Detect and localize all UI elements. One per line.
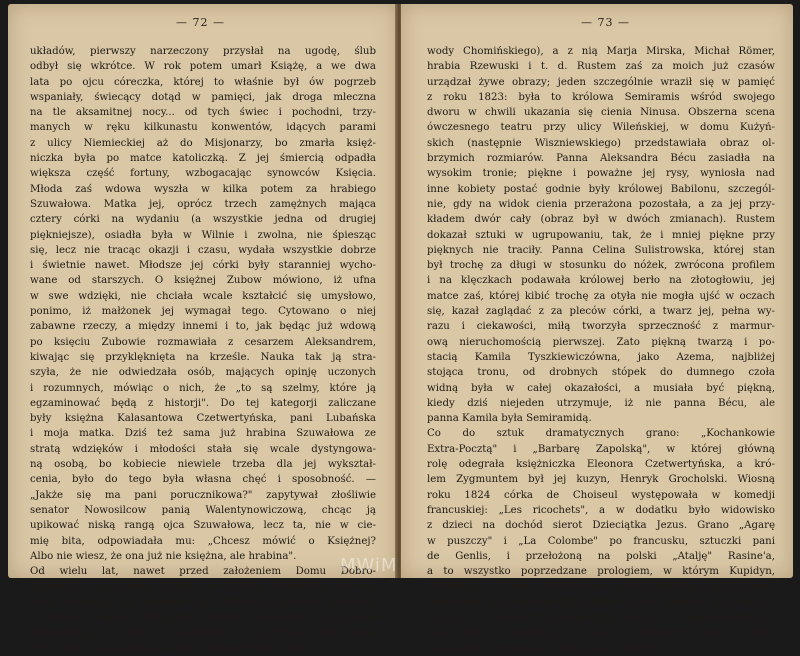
- text-line: dramatami, a nawet i tragedjami, i pierwsza żona pana: [30, 627, 376, 639]
- text-line: niczka była po matce katoliczką. Z jej śmiercią odpadła: [30, 153, 376, 165]
- text-line: chód ubogich. Za bytności pp. Franków dawano koncerty,: [30, 596, 376, 608]
- text-line: ówczesnego teatru przy ulicy Wileńskiej, w domu Kużyń-: [427, 122, 775, 134]
- text-line: a nawet i opery. Pan Jan Chodźko, prezydent, dyrygował: [30, 611, 376, 623]
- text-line: dworu w chwili ukazania się cienia Ninusa. Obszerna scena: [427, 107, 775, 119]
- text-line: i moja matka. Dziś też sama już hrabina Szuwałowa ze: [30, 428, 376, 440]
- text-line: skich (następnie Wiszniewskiego) przedstawiała obraz ol-: [427, 137, 775, 149]
- text-line: razu i ciekawości, miłą tworzyła sprzeczność z marmur-: [427, 321, 775, 333]
- text-line: Co do sztuk dramatycznych grano: „Kochankowie: [427, 428, 775, 440]
- text-line: szyła, że nie odwiedzała osób, mających opinję uczonych: [30, 367, 376, 379]
- left-page: [8, 4, 397, 654]
- text-line: wane od starszych. O księżnej Zubow mówiono, iż ufna: [30, 275, 376, 287]
- text-line: w swe wdzięki, nie chciała wcale kształcić się umysłowo,: [30, 290, 376, 302]
- text-line: ową nieruchomością pierwszej. Zato piękną twarzą i po-: [427, 336, 775, 348]
- text-line: był trochę za długi w stosunku do nóżek, zwrócona profilem: [427, 260, 775, 272]
- text-line: hrabia Rzewuski i t. d. Rustem zaś za moich już czasów: [427, 61, 775, 73]
- text-line: cztery córki na wydaniu (a wszystkie jedna od drugiej: [30, 214, 376, 226]
- text-line: kładem dwór cały (obraz był w dwóch zmianach). Rustem: [427, 214, 775, 226]
- text-line: de Choiseul występowała w roli Fedry (przekład woje-: [30, 642, 309, 654]
- text-line: ludzi, Józef Łopaciński, ale on, wychowaniec dawnej szkoły: [427, 627, 775, 639]
- text-line: i świetnie nawet. Młodsze jej córki były staranniej wycho-: [30, 260, 376, 272]
- text-line: inne kobiety postać godnie były królowej Babilonu, szczegól-: [427, 183, 775, 195]
- text-line: cenia, było do tego była własna chęć i sposobność. —: [30, 474, 376, 486]
- text-line: pięknych nie traciły. Panna Celina Sulistrowska, której stan: [427, 244, 775, 256]
- text-line: kiedy dziś niejeden utrzymuje, iż nie panna Bécu, ale: [427, 397, 775, 409]
- text-line: stacią Kamila Tyszkiewiczówna, jako Azema, najbliżej: [427, 351, 775, 363]
- text-line: widną była w całej okazałości, a musiała być piękną,: [427, 382, 775, 394]
- text-line: się, kazał zaglądać z za pleców córki, a twarz jej, pełna wy-: [427, 306, 775, 318]
- text-line: Od wielu lat, nawet przed założeniem Domu Dobro-: [30, 566, 376, 578]
- watermark: MWiM: [340, 555, 398, 576]
- text-line: mię bita, odpowiadała mu: „Chcesz mówić o Księżnej?: [30, 535, 376, 547]
- page-number-left: — 72 —: [176, 16, 225, 29]
- text-line: dokazał sztuki w ugrupowaniu, tak, że i mniej piękne przy: [427, 229, 775, 241]
- text-line: „Jakże się ma pani porucznikowa?" zapytywał złośliwie: [30, 489, 376, 501]
- text-line: klasycznej, nie pojmował poezji bez mitologji.: [427, 642, 663, 654]
- text-line: lata po ojcu córeczka, której to właśnie był ów pogrzeb: [30, 76, 376, 88]
- text-line: Młoda zaś wdowa wyszła w kilka potem za hrabiego: [30, 183, 376, 195]
- text-line: w puszczy" i „La Colombe" po francusku, sztuczki pani: [427, 535, 775, 547]
- text-line: panna Kamila była Semiramidą.: [427, 413, 592, 425]
- right-text-block: [427, 44, 775, 656]
- text-line: niejszy, iż autorem prologu był jeden z najpobożniejszych: [427, 611, 775, 623]
- text-line: Extra-Pocztą" i „Barbarę Zapolską", w której główną: [427, 443, 775, 455]
- text-line: stojąca tronu, od drobnych stópek do dumnego czoła: [427, 367, 775, 379]
- text-line: nie, gdy na widok cienia przerażona pozostała, a za jej przy-: [427, 198, 775, 210]
- text-line: ną osobą, bo kobiecie niewiele trzeba dla jej wykształ-: [30, 459, 376, 471]
- text-line: urządzał żywe obrazy; jeden szczególnie wraził się w pamięć: [427, 76, 775, 88]
- page-number-right: — 73 —: [581, 16, 630, 29]
- text-line: egzaminować będą z historji". Do tej kategorji zaliczane: [30, 397, 376, 409]
- text-line: matce zaś, której kibić trochę za otyła nie mogła ujść w oczach: [427, 290, 775, 302]
- text-line: rolę odegrała księżniczka Eleonora Czetwertyńska, a kró-: [427, 459, 775, 471]
- text-line: widowisko pod hasłem Dzieciątka Jezus: pomysł tem dziwn-: [427, 596, 775, 608]
- text-line: z roku 1823: była to królowa Semiramis wśród swojego: [427, 91, 775, 103]
- left-text-block: [30, 44, 376, 656]
- text-line: po księciu Zubowie rozmawiała z cesarzem Aleksandrem,: [30, 336, 376, 348]
- text-line: większa część fortuny, wzbogacając synowców Księcia.: [30, 168, 376, 180]
- text-line: a to wszystko poprzedzane prologiem, w którym Kupidyn,: [427, 566, 775, 578]
- text-line: były księżna Kalasantowa Czetwertyńska, pani Lubańska: [30, 413, 376, 425]
- text-line: na tle aksamitnej nocy... od tych świec i pochodni, trzy-: [30, 107, 376, 119]
- text-line: i na klęczkach podawała królowej berło na złotogłowiu, jej: [427, 275, 775, 287]
- text-line: Merkury i Flora zwiastowali chrześcijańskiej publiczności: [427, 581, 775, 593]
- text-line: upikować niską rangą ojca Szuwałowa, lecz ta, nie w cie-: [30, 520, 376, 532]
- text-line: francuskiej: „Les ricochets", a w dodatku było widowisko: [427, 504, 775, 516]
- text-line: kiwając się przyklęknięta na krześle. Nauka tak ją stra-: [30, 351, 376, 363]
- text-line: senator Nowosilcow panią Walentynowiczową, chcąc ją: [30, 504, 376, 516]
- text-line: czynności, co wiosny bywały w teatrze widowiska na do-: [30, 581, 376, 593]
- text-line: i rozumnych, mówiąc o nich, że „to są szelmy, które ją: [30, 382, 376, 394]
- text-line: odbył się wkrótce. W rok potem umarł Książę, a we dwa: [30, 61, 376, 73]
- text-line: z ulicy Niemieckiej aż do Misjonarzy, bo zmarła księż-: [30, 137, 376, 149]
- text-line: lem Zygmuntem był jej kuzyn, Henryk Grocholski. Wiosną: [427, 474, 775, 486]
- text-line: stratą wdzięków i młodości stała się wcale dystyngowa-: [30, 443, 376, 455]
- text-line: ponimo, iż małżonek jej wymagał tego. Cytowano o niej: [30, 306, 376, 318]
- text-line: się, lecz nie tracąc okazji i czasu, wydała wszystkie dobrze: [30, 244, 376, 256]
- right-page: [401, 4, 793, 654]
- text-line: manych w ręku kilkunastu konwentów, idących parami: [30, 122, 376, 134]
- text-line: zabawne rzeczy, a między innemi i to, jak będąc już wdową: [30, 321, 376, 333]
- text-line: wspaniały, świecący dotąd w pamięci, jak droga mleczna: [30, 91, 376, 103]
- text-line: wody Chomińskiego), a z nią Marja Mirska, Michał Römer,: [427, 46, 775, 57]
- text-line: Szuwałowa. Matka jej, oprócz trzech zamężnych mająca: [30, 198, 376, 210]
- text-line: wysokim tronie; piękne i poważne jej rysy, wyniosła nad: [427, 168, 775, 180]
- text-line: de Genlis, i przełożoną na polski „Atalję" Rasine'a,: [427, 550, 775, 562]
- text-line: Albo nie wiesz, że ona już nie księżna, ale hrabina".: [30, 550, 297, 562]
- text-line: brzymich rozmiarów. Panna Aleksandra Bécu zasiadła na: [427, 153, 775, 165]
- text-line: roku 1824 córka de Choiseul występowała w komedji: [427, 489, 775, 501]
- text-line: układów, pierwszy narzeczony przysłał na ugodę, ślub: [30, 46, 376, 57]
- text-line: piękniejsze), osiadła była w Wilnie i zwolna, nie śpiesząc: [30, 229, 376, 241]
- text-line: z dzieci na dochód sierot Dzieciątka Jezus. Grano „Agarę: [427, 520, 775, 532]
